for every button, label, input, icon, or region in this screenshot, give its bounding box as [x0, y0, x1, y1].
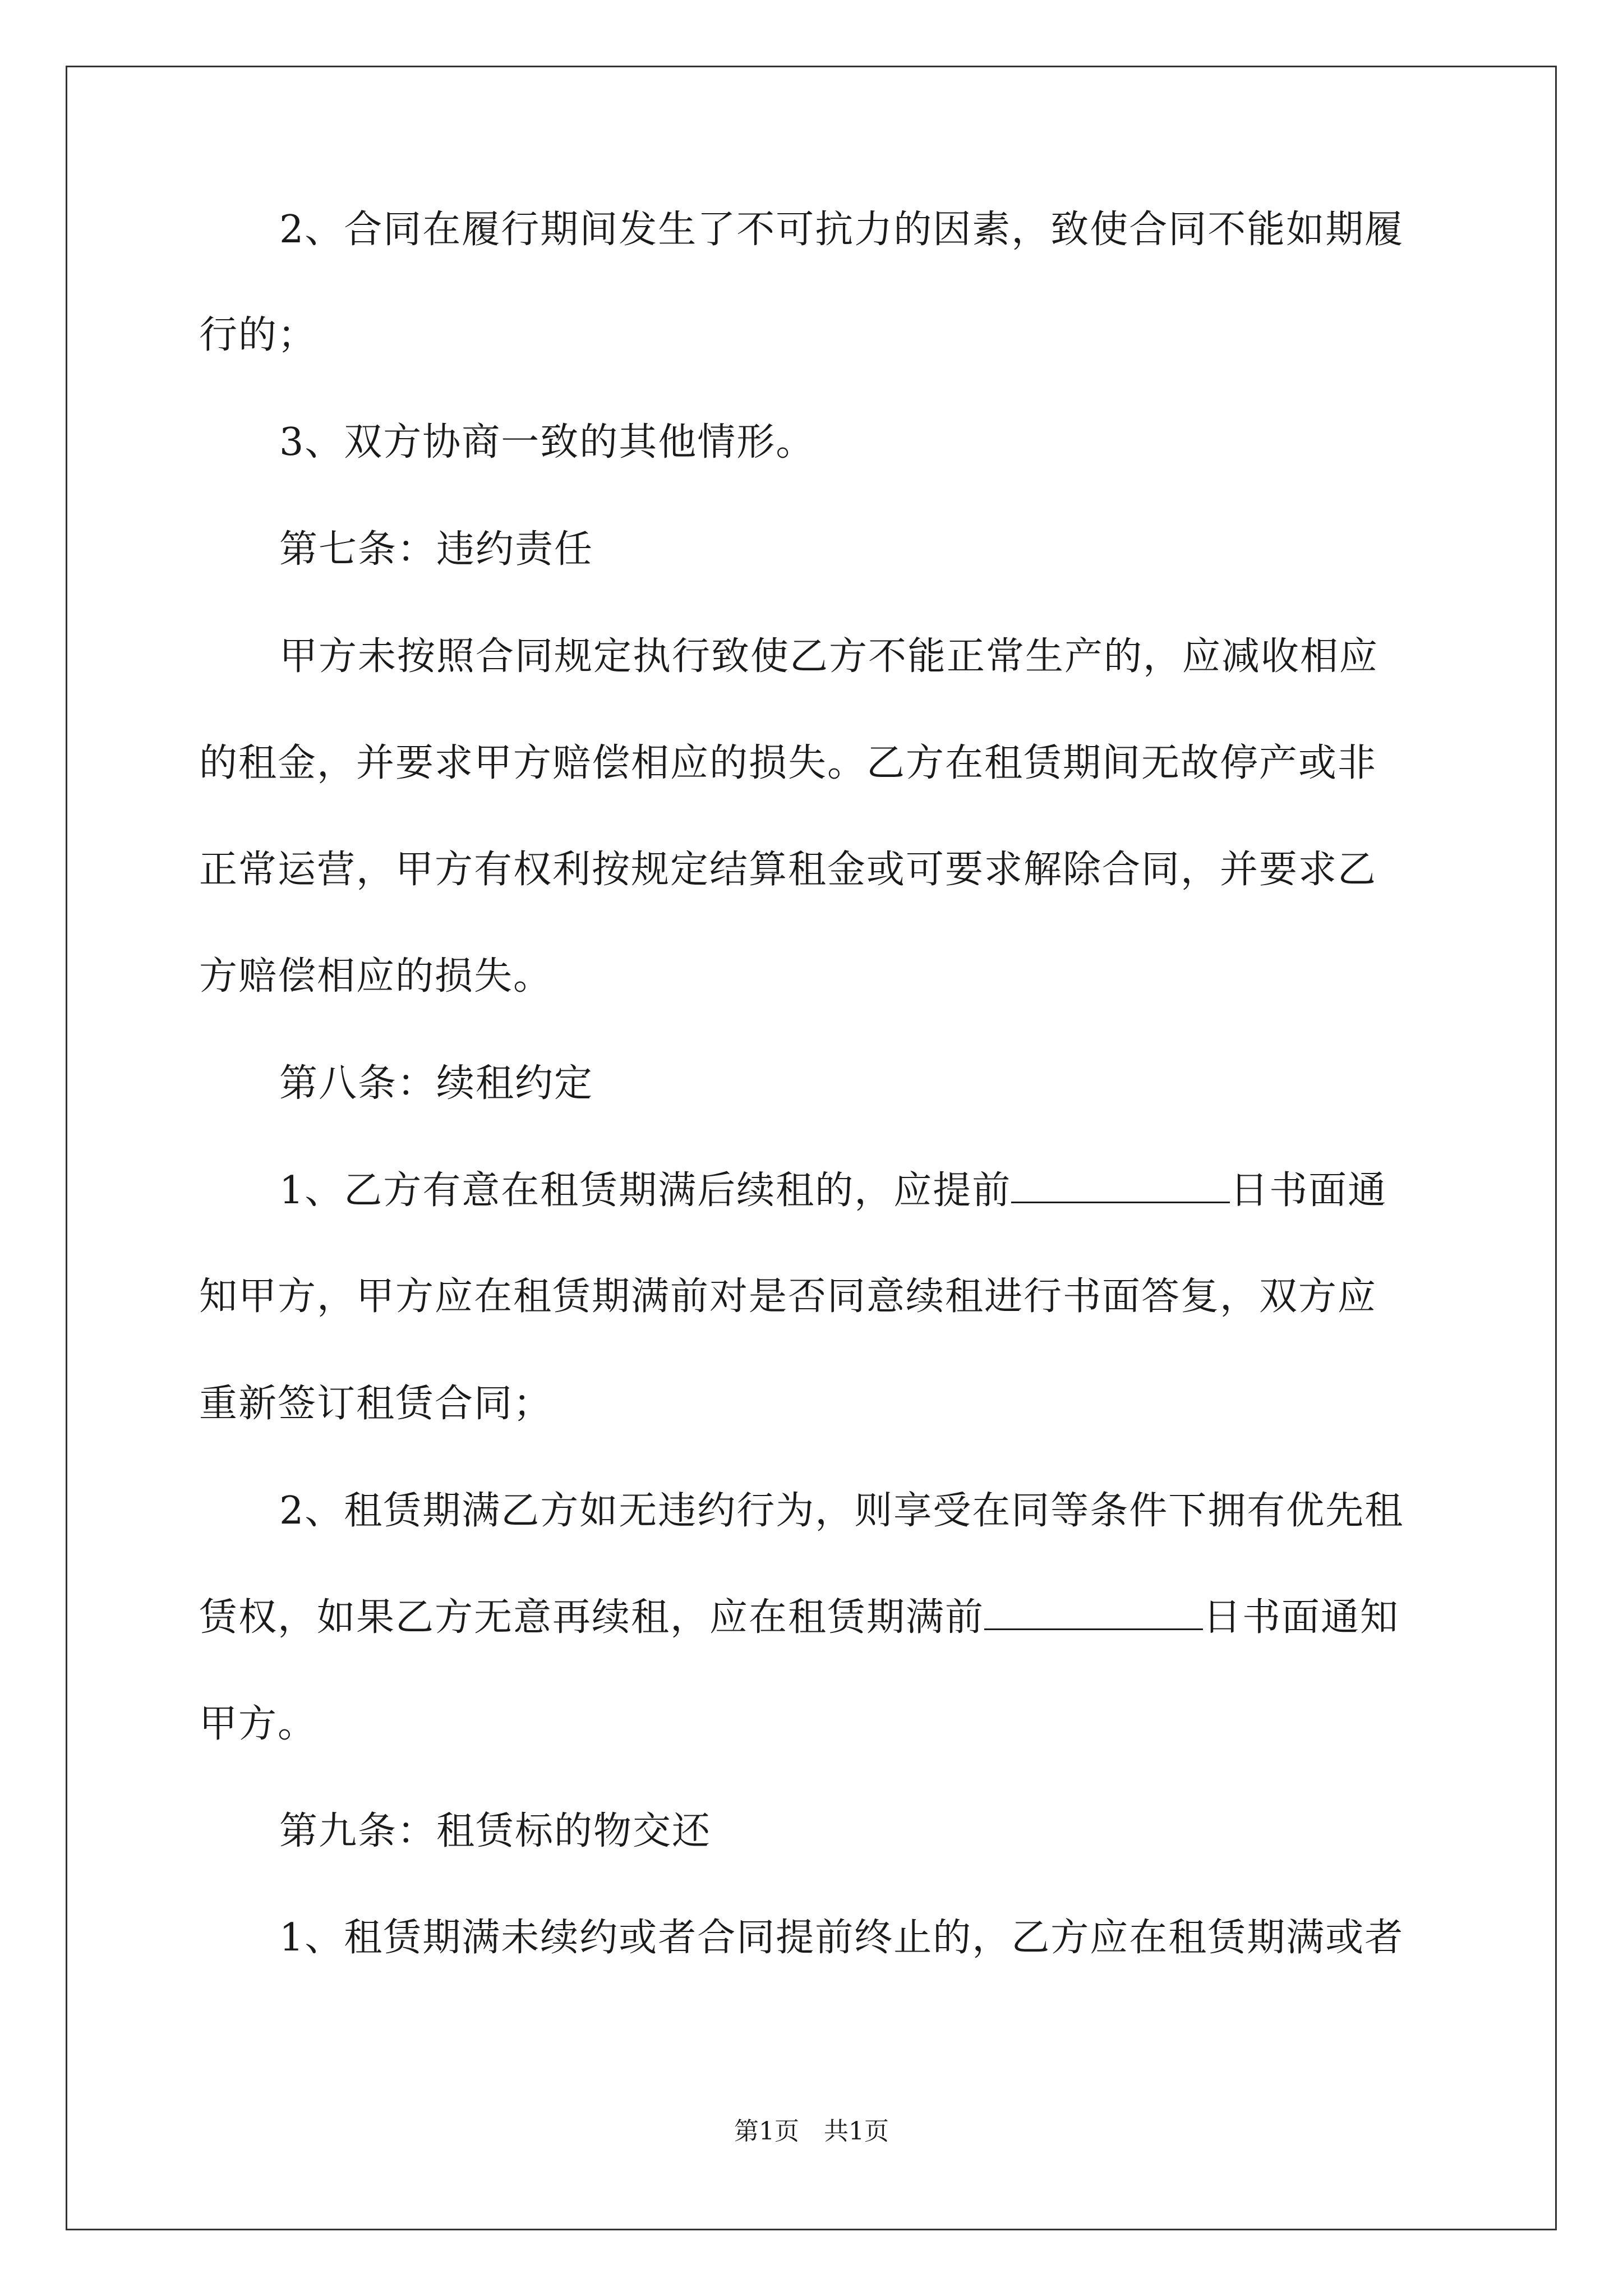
paragraph-line: 2、合同在履行期间发生了不可抗力的因素，致使合同不能如期履 — [279, 208, 1404, 252]
paragraph-line: 3、双方协商一致的其他情形。 — [279, 420, 815, 464]
section-heading: 第八条：续租约定 — [279, 1061, 594, 1106]
line-text: 日书面通知 — [1203, 1595, 1400, 1640]
section-heading: 第九条：租赁标的物交还 — [279, 1809, 712, 1853]
paragraph-line — [199, 1590, 1399, 1646]
paragraph-line: 正常运营，甲方有权利按规定结算租金或可要求解除合同，并要求乙 — [199, 848, 1377, 892]
paragraph-line — [279, 1163, 1387, 1219]
paragraph-line: 2、租赁期满乙方如无违约行为，则享受在同等条件下拥有优先租 — [279, 1489, 1404, 1533]
line-text: 日书面通 — [1230, 1168, 1387, 1213]
page-number-footer: 第1页 共1页 — [734, 2117, 889, 2146]
paragraph-line: 1、租赁期满未续约或者合同提前终止的，乙方应在租赁期满或者 — [279, 1916, 1404, 1960]
fill-in-blank — [1011, 1167, 1230, 1203]
paragraph-line: 甲方。 — [199, 1702, 317, 1746]
section-heading: 第七条：违约责任 — [279, 527, 594, 572]
paragraph-line: 甲方未按照合同规定执行致使乙方不能正常生产的，应减收相应 — [279, 634, 1379, 679]
page-border — [66, 66, 1557, 2230]
paragraph-line: 方赔偿相应的损失。 — [199, 954, 553, 999]
paragraph-line: 行的； — [199, 313, 317, 357]
line-text: 1、乙方有意在租赁期满后续租的，应提前 — [279, 1168, 1012, 1213]
line-text: 赁权，如果乙方无意再续租，应在租赁期满前 — [199, 1595, 985, 1640]
fill-in-blank — [984, 1594, 1203, 1630]
paragraph-line: 知甲方，甲方应在租赁期满前对是否同意续租进行书面答复，双方应 — [199, 1274, 1377, 1319]
paragraph-line: 重新签订租赁合同； — [199, 1382, 553, 1426]
paragraph-line: 的租金，并要求甲方赔偿相应的损失。乙方在租赁期间无故停产或非 — [199, 741, 1377, 785]
